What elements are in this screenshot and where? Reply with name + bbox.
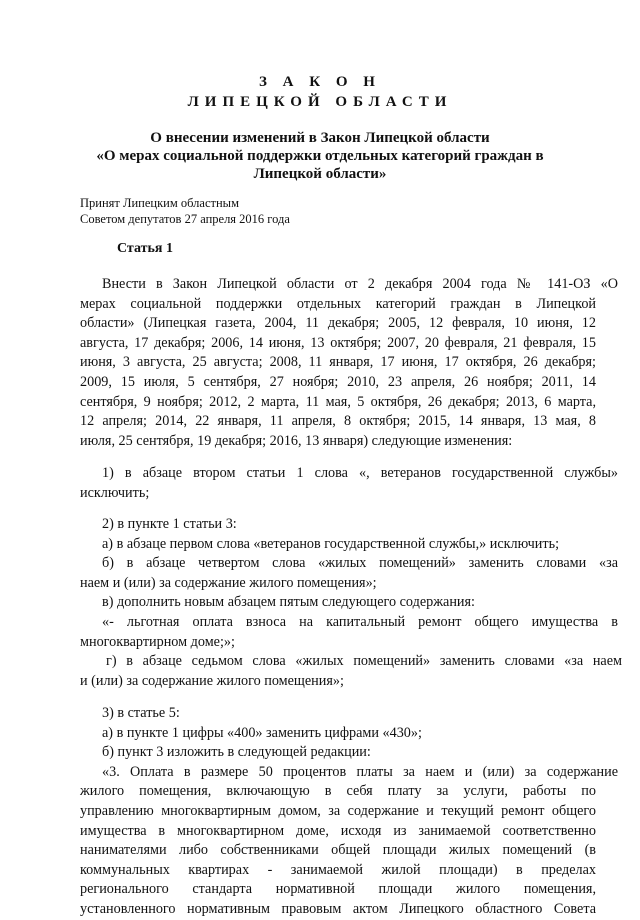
adopted-line-2: Советом депутатов 27 апреля 2016 года: [80, 212, 290, 226]
intro-line: сентября, 9 ноября; 2012, 2 марта, 11 мая, 5 октября, 26 декабря; 2013, 6 марта,: [80, 393, 596, 410]
item-2-a: а) в абзаце первом слова «ветеранов государственной службы,» исключить;: [102, 535, 560, 552]
item-3-text-line: управлению многоквартирным домом, за содержание и текущий ремонт общего: [80, 803, 596, 819]
intro-line: Внести в Закон Липецкой области от 2 декабря 2004 года № 141-ОЗ «О: [102, 276, 618, 292]
item-3-b: б) пункт 3 изложить в следующей редакции:: [102, 744, 371, 761]
region-heading: ЛИПЕЦКОЙ ОБЛАСТИ: [187, 94, 453, 110]
item-2-g-line: и (или) за содержание жилого помещения»;: [80, 672, 344, 689]
item-1-line: 1) в абзаце втором статьи 1 слова «, ветеранов государственной службы»: [102, 465, 618, 481]
item-2-v-text-line: многоквартирном доме;»;: [80, 633, 235, 650]
item-2-b-line: наем и (или) за содержание жилого помещения»;: [80, 574, 377, 591]
item-2-g-line: г) в абзаце седьмом слова «жилых помещений» заменить словами «за наем: [106, 653, 622, 670]
intro-line: августа, 17 декабря; 2006, 14 июня, 13 октября; 2007, 20 февраля, 21 февраля, 15: [80, 334, 596, 351]
intro-line: мерах социальной поддержки отдельных категорий граждан в Липецкой: [80, 295, 596, 312]
item-3-heading: 3) в статье 5:: [102, 705, 180, 721]
item-2-b-line: б) в абзаце четвертом слова «жилых помещений» заменить словами «за: [102, 555, 618, 572]
item-3-text-line: «3. Оплата в размере 50 процентов платы за наем и (или) за содержание: [102, 763, 618, 780]
intro-line: 2009, 15 июля, 5 сентября, 27 ноября; 2010, 23 апреля, 26 ноября; 2011, 14: [80, 374, 596, 390]
intro-line: области» (Липецкая газета, 2004, 11 декабря; 2005, 12 февраля, 10 июня, 12: [80, 315, 596, 332]
adopted-line-1: Принят Липецким областным: [80, 196, 239, 210]
title-line-2: «О мерах социальной поддержки отдельных категорий граждан в: [96, 148, 544, 164]
intro-line: июля, 25 сентября, 19 декабря; 2016, 13 января) следующие изменения:: [80, 432, 513, 449]
item-3-text-line: жилого помещения, включающую в себя плату за услуги, работы по: [80, 783, 596, 800]
item-3-a: а) в пункте 1 цифры «400» заменить цифрами «430»;: [102, 724, 422, 741]
item-2-v: в) дополнить новым абзацем пятым следующего содержания:: [102, 594, 475, 611]
item-3-text-line: нанимателями либо собственниками общей площади жилых помещений (в: [80, 842, 596, 859]
title-line-3: Липецкой области»: [253, 166, 387, 182]
item-2-v-text-line: «- льготная оплата взноса на капитальный ремонт общего имущества в: [102, 614, 618, 630]
item-3-text-line: регионального стандарта нормативной площади жилого помещения,: [80, 881, 596, 898]
article-heading: Статья 1: [117, 241, 173, 256]
intro-line: июня, 3 августа, 25 августа; 2008, 11 января, 17 июня, 17 октября, 26 декабря;: [80, 354, 596, 371]
item-3-text-line: коммунальных квартирах - занимаемой жилой площади) в пределах: [80, 861, 596, 878]
item-3-text-line: имущества в многоквартирном доме, исходя из занимаемой соответственно: [80, 822, 596, 839]
intro-line: 12 апреля; 2014, 22 января, 11 апреля, 8 октября; 2015, 14 января, 13 мая, 8: [80, 413, 596, 430]
law-heading: З А К О Н: [259, 74, 381, 90]
item-3-text-line: установленного нормативным правовым актом Липецкого областного Совета: [80, 901, 596, 917]
item-1-line: исключить;: [80, 484, 150, 501]
title-line-1: О внесении изменений в Закон Липецкой области: [150, 130, 490, 146]
item-2-heading: 2) в пункте 1 статьи 3:: [102, 516, 237, 532]
